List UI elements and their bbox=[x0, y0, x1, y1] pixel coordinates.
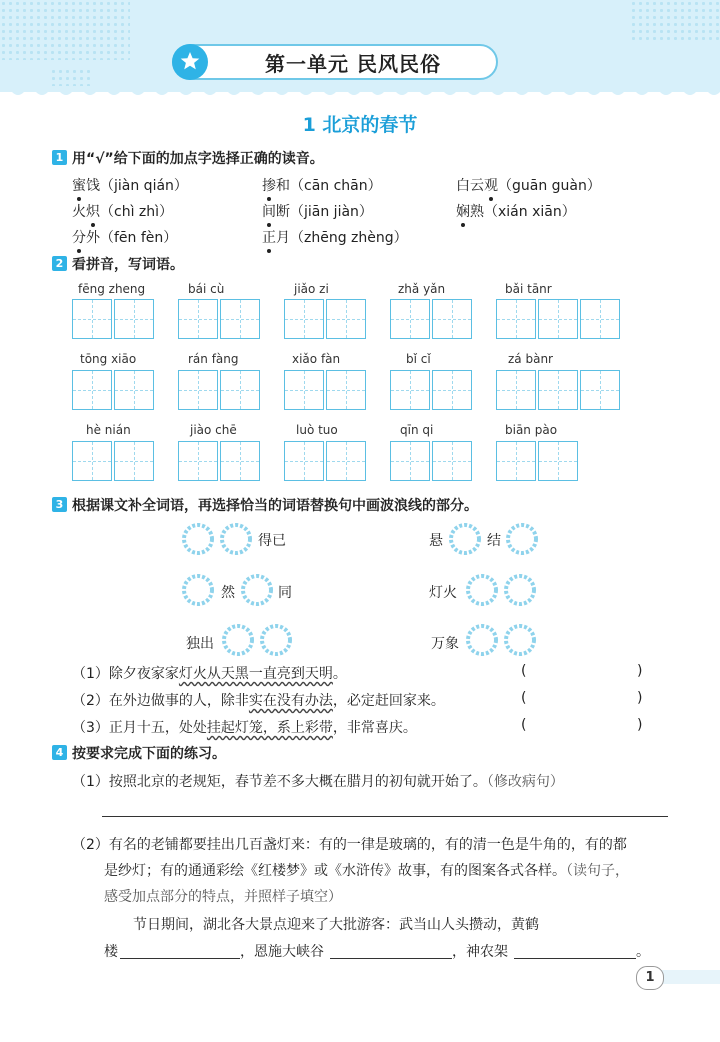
writing-grid-cell[interactable] bbox=[390, 299, 430, 339]
answer-paren-open: ( bbox=[521, 717, 527, 733]
pinyin-prompt: bái cù bbox=[188, 282, 225, 296]
writing-grid-cell[interactable] bbox=[432, 441, 472, 481]
pinyin-prompt: fēng zheng bbox=[78, 282, 146, 296]
question-number-badge: 2 bbox=[52, 256, 67, 271]
question-number-badge: 3 bbox=[52, 497, 67, 512]
pinyin-choice-item[interactable]: 正月（zhēng zhèng） bbox=[262, 227, 408, 247]
imitation-passage-line-1: （2）有名的老铺都要挂出几百盏灯来：有的一律是玻璃的，有的清一色是牛角的，有的都 bbox=[72, 837, 627, 853]
writing-grid-cell[interactable] bbox=[178, 441, 218, 481]
pinyin-choice-item[interactable]: 掺和（cān chān） bbox=[262, 175, 382, 195]
writing-grid-cell[interactable] bbox=[326, 370, 366, 410]
writing-grid-cell[interactable] bbox=[72, 370, 112, 410]
pinyin-prompt: jiào chē bbox=[190, 423, 237, 437]
fill-label: ，神农架 bbox=[452, 944, 508, 960]
replace-sentence-1: （1）除夕夜家家灯火从天黑一直亮到天明。 bbox=[72, 666, 347, 682]
writing-grid-cell[interactable] bbox=[538, 299, 578, 339]
pinyin-choice-item[interactable]: 间断（jiān jiàn） bbox=[262, 201, 373, 221]
question-1-text: 用“√”给下面的加点字选择正确的读音。 bbox=[72, 151, 324, 167]
writing-grid-cell[interactable] bbox=[284, 370, 324, 410]
flower-blank-cell[interactable] bbox=[503, 573, 537, 607]
idiom-given-char: 结 bbox=[487, 533, 501, 549]
flower-blank-cell[interactable] bbox=[465, 573, 499, 607]
writing-grid-cell[interactable] bbox=[496, 299, 536, 339]
writing-grid-cell[interactable] bbox=[220, 299, 260, 339]
decorative-dots bbox=[630, 0, 720, 40]
writing-grid-cell[interactable] bbox=[284, 299, 324, 339]
answer-paren-close: ) bbox=[637, 717, 643, 733]
pinyin-prompt: xiǎo fàn bbox=[292, 352, 341, 366]
flower-blank-cell[interactable] bbox=[505, 522, 539, 556]
idiom-given-chars: 灯火 bbox=[429, 585, 457, 601]
replace-sentence-2: （2）在外边做事的人，除非实在没有办法，必定赶回家来。 bbox=[72, 693, 445, 709]
lesson-title: 1 北京的春节 bbox=[302, 114, 418, 136]
question-3-text: 根据课文补全词语，再选择恰当的词语替换句中画波浪线的部分。 bbox=[72, 498, 478, 514]
page-number: 1 bbox=[636, 966, 664, 990]
pinyin-prompt: luò tuo bbox=[296, 423, 338, 437]
unit-title: 第一单元 民风民俗 bbox=[265, 52, 441, 76]
pinyin-choice-item[interactable]: 蜜饯（jiàn qián） bbox=[72, 175, 188, 195]
question-2-text: 看拼音，写词语。 bbox=[72, 257, 184, 273]
answer-line[interactable] bbox=[102, 816, 668, 817]
answer-paren-open: ( bbox=[521, 663, 527, 679]
writing-grid-cell[interactable] bbox=[496, 370, 536, 410]
flower-blank-cell[interactable] bbox=[181, 573, 215, 607]
flower-blank-cell[interactable] bbox=[503, 623, 537, 657]
imitation-hint: 感受加点部分的特点，并照样子填空） bbox=[104, 889, 342, 905]
writing-grid-cell[interactable] bbox=[114, 441, 154, 481]
pinyin-prompt: tōng xiāo bbox=[80, 352, 137, 366]
answer-paren-close: ) bbox=[637, 663, 643, 679]
writing-grid-cell[interactable] bbox=[178, 299, 218, 339]
writing-grid-cell[interactable] bbox=[326, 299, 366, 339]
answer-paren-open: ( bbox=[521, 690, 527, 706]
answer-line[interactable] bbox=[120, 958, 240, 959]
idiom-given-chars: 万象 bbox=[431, 636, 459, 652]
writing-grid-cell[interactable] bbox=[326, 441, 366, 481]
star-icon bbox=[172, 44, 208, 80]
pinyin-prompt: bǐ cǐ bbox=[406, 352, 431, 366]
header-wave-edge bbox=[0, 86, 720, 98]
answer-line[interactable] bbox=[330, 958, 452, 959]
writing-grid-cell[interactable] bbox=[72, 441, 112, 481]
writing-grid-cell[interactable] bbox=[114, 370, 154, 410]
writing-grid-cell[interactable] bbox=[580, 299, 620, 339]
answer-blank[interactable] bbox=[530, 660, 634, 682]
answer-blank[interactable] bbox=[530, 714, 634, 736]
flower-blank-cell[interactable] bbox=[219, 522, 253, 556]
pinyin-choice-item[interactable]: 分外（fēn fèn） bbox=[72, 227, 177, 247]
imitation-passage-line-2: 是纱灯；有的通通彩绘《红楼梦》或《水浒传》故事，有的图案各式各样。（读句子， bbox=[104, 863, 629, 879]
pinyin-prompt: bǎi tānr bbox=[505, 282, 552, 296]
idiom-given-char: 然 bbox=[221, 585, 235, 601]
question-number-badge: 4 bbox=[52, 745, 67, 760]
writing-grid-cell[interactable] bbox=[390, 441, 430, 481]
idiom-given-char: 同 bbox=[278, 585, 292, 601]
writing-grid-cell[interactable] bbox=[538, 441, 578, 481]
pinyin-choice-item[interactable]: 白云观（guān guàn） bbox=[456, 175, 601, 195]
question-4-text: 按要求完成下面的练习。 bbox=[72, 746, 226, 762]
pinyin-prompt: jiǎo zi bbox=[294, 282, 329, 296]
writing-grid-cell[interactable] bbox=[114, 299, 154, 339]
revise-sentence: （1）按照北京的老规矩，春节差不多大概在腊月的初旬就开始了。（修改病句） bbox=[72, 774, 564, 790]
writing-grid-cell[interactable] bbox=[72, 299, 112, 339]
pinyin-prompt: rán fàng bbox=[188, 352, 239, 366]
writing-grid-cell[interactable] bbox=[220, 441, 260, 481]
fill-label: 楼 bbox=[104, 944, 118, 960]
writing-grid-cell[interactable] bbox=[220, 370, 260, 410]
pinyin-prompt: hè nián bbox=[86, 423, 131, 437]
fill-end-punct: 。 bbox=[636, 944, 650, 960]
writing-grid-cell[interactable] bbox=[178, 370, 218, 410]
fill-label: ，恩施大峡谷 bbox=[240, 944, 324, 960]
flower-blank-cell[interactable] bbox=[448, 522, 482, 556]
idiom-given-chars: 得已 bbox=[258, 533, 286, 549]
question-number-badge: 1 bbox=[52, 150, 67, 165]
flower-blank-cell[interactable] bbox=[259, 623, 293, 657]
writing-grid-cell[interactable] bbox=[284, 441, 324, 481]
pinyin-choice-item[interactable]: 娴熟（xián xiān） bbox=[456, 201, 576, 221]
pinyin-prompt: zá bànr bbox=[508, 352, 553, 366]
answer-paren-close: ) bbox=[637, 690, 643, 706]
flower-blank-cell[interactable] bbox=[240, 573, 274, 607]
answer-blank[interactable] bbox=[530, 687, 634, 709]
writing-grid-cell[interactable] bbox=[432, 299, 472, 339]
flower-blank-cell[interactable] bbox=[465, 623, 499, 657]
writing-grid-cell[interactable] bbox=[390, 370, 430, 410]
writing-grid-cell[interactable] bbox=[496, 441, 536, 481]
replace-sentence-3: （3）正月十五，处处挂起灯笼，系上彩带，非常喜庆。 bbox=[72, 720, 417, 736]
pinyin-prompt: zhǎ yǎn bbox=[398, 282, 446, 296]
fill-sentence-line-1: 节日期间，湖北各大景点迎来了大批游客：武当山人头攒动，黄鹤 bbox=[133, 917, 539, 933]
writing-grid-cell[interactable] bbox=[538, 370, 578, 410]
decorative-dots bbox=[0, 0, 130, 60]
writing-grid-cell[interactable] bbox=[432, 370, 472, 410]
flower-blank-cell[interactable] bbox=[221, 623, 255, 657]
idiom-given-chars: 独出 bbox=[186, 636, 214, 652]
answer-line[interactable] bbox=[514, 958, 636, 959]
writing-grid-cell[interactable] bbox=[580, 370, 620, 410]
pinyin-prompt: qīn qi bbox=[400, 423, 434, 437]
idiom-given-char: 悬 bbox=[429, 533, 443, 549]
pinyin-prompt: biān pào bbox=[505, 423, 558, 437]
pinyin-choice-item[interactable]: 火炽（chì zhì） bbox=[72, 201, 173, 221]
flower-blank-cell[interactable] bbox=[181, 522, 215, 556]
